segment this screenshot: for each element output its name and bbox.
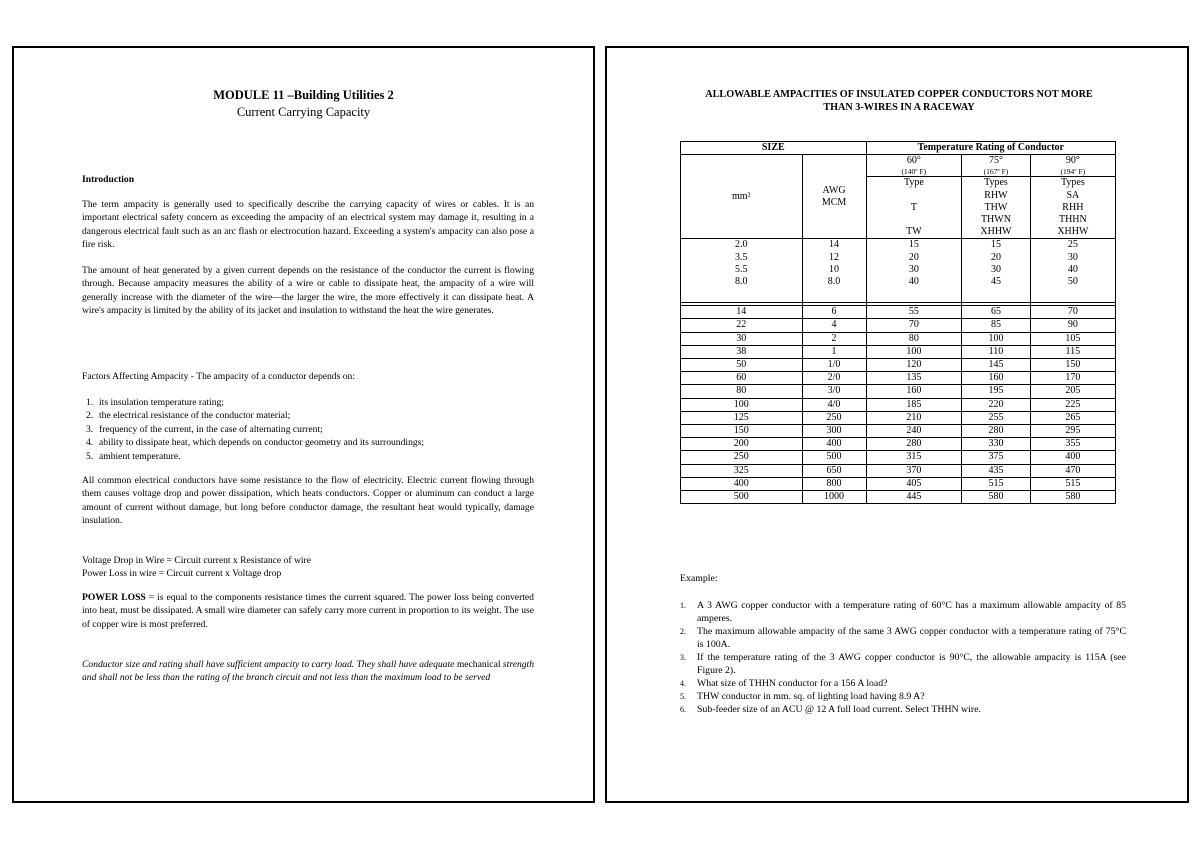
type-90-sa: SA (1066, 189, 1080, 201)
power-loss-term: POWER LOSS (82, 592, 146, 603)
temp-60-c: 60° (906, 155, 921, 167)
type-90-label: Types (1060, 177, 1085, 189)
table-row (681, 359, 1116, 372)
table-cell-amp-75: 20 (990, 251, 1001, 263)
type-60-t: T (910, 201, 917, 213)
table-cell-amp-90: 150 (1030, 359, 1115, 372)
table-cell-amp-60: 70 (866, 319, 962, 332)
table-row (681, 345, 1116, 358)
table-cell-mm2: 50 (681, 359, 803, 372)
table-cell-amp-90: 355 (1030, 438, 1115, 451)
table-cell-awg: 12 (829, 251, 840, 263)
table-cell-amp-75: 110 (962, 345, 1031, 358)
table-cell-awg: 3/0 (802, 385, 866, 398)
module-title: MODULE 11 –Building Utilities 2 (213, 88, 394, 102)
table-cell-awg: 4 (802, 319, 866, 332)
factor-text: its insulation temperature rating; (99, 397, 224, 408)
type-75-thw: THW (984, 201, 1008, 213)
factor-number: 5. (86, 450, 94, 462)
factor-item (82, 409, 534, 422)
table-cell-amp-60: 80 (866, 332, 962, 345)
table-row (681, 306, 1116, 319)
table-cell-amp-75: 330 (962, 438, 1031, 451)
table-cell-mm2: 400 (681, 477, 803, 490)
note-italic-1: Conductor size and rating shall have sufficient ampacity to carry load. They shall have adequate (82, 659, 455, 670)
table-cell-amp-90: 25 (1067, 239, 1078, 251)
table-row (681, 385, 1116, 398)
table-cell-amp-75: 280 (962, 425, 1031, 438)
table-cell-awg: 6 (802, 306, 866, 319)
example-text: Sub-feeder size of an ACU @ 12 A full load current. Select THHN wire. (697, 704, 981, 715)
type-75-xhhw: XHHW (980, 226, 1012, 238)
introduction-heading: Introduction (82, 174, 135, 185)
table-cell-amp-90: 470 (1030, 464, 1115, 477)
example-item (680, 703, 1126, 716)
awg-mcm-label-cell (802, 155, 866, 239)
power-loss-formula: Power Loss in wire = Circuit current x Voltage drop (82, 568, 282, 579)
table-title-line-1: ALLOWABLE AMPACITIES OF INSULATED COPPER CONDUCTORS NOT MORE (705, 89, 1093, 100)
conductors-paragraph: All common electrical conductors have some resistance to the flow of electricity. Electric current flowing through them causes voltage drop and power dissipation, which heats conductors. Copper or aluminum can conduct a large amount of current without damage, but long before conductor damage, the resultant heat would typically, damage insulation. (82, 475, 534, 527)
example-item (680, 625, 1126, 651)
type-75-rhw: RHW (984, 189, 1008, 201)
example-number: 1. (680, 601, 686, 610)
intro-paragraph-2: The amount of heat generated by a given current depends on the resistance of the conductor the current is flowing through. Because ampacity measures the ability of a wire or cable to dissipate heat, the ampacity of a wire will generally increase with the diameter of the wire—the larger the wire, the more effectively it can dissipate heat. A wire's ampacity is limited by the ability of its jacket and insulation to withstand the heat the wire generates. (82, 265, 534, 317)
table-cell-amp-75: 15 (990, 239, 1001, 251)
table-cell-mm2: 5.5 (735, 263, 748, 275)
factor-text: frequency of the current, in the case of alternating current; (99, 423, 323, 435)
table-cell-amp-60: 370 (866, 464, 962, 477)
factor-text: the electrical resistance of the conductor material; (99, 410, 291, 422)
right-page (605, 46, 1189, 803)
table-cell-mm2: 100 (681, 398, 803, 411)
table-cell-awg: 400 (802, 438, 866, 451)
small-sizes-row (681, 239, 1116, 303)
table-cell-awg: 1 (802, 345, 866, 358)
table-cell-mm2: 3.5 (735, 251, 748, 263)
awg-label: AWG (822, 184, 846, 196)
table-cell-mm2: 125 (681, 411, 803, 424)
table-cell-amp-60: 30 (908, 263, 919, 275)
table-cell-amp-90: 50 (1067, 276, 1078, 288)
table-cell-awg: 10 (829, 263, 840, 275)
size-header: SIZE (681, 142, 867, 155)
table-cell-amp-60: 280 (866, 438, 962, 451)
factors-intro: Factors Affecting Ampacity - The ampacity of a conductor depends on: (82, 371, 355, 382)
table-cell-amp-90: 40 (1067, 263, 1078, 275)
power-loss-text: = is equal to the components resistance times the current squared. The power loss being converted into heat, must be dissipated. A small wire diameter can safely carry more current in proportion to its weight. The use of copper wire is most preferred. (82, 592, 534, 630)
voltage-drop-formula: Voltage Drop in Wire = Circuit current x Resistance of wire (82, 555, 311, 566)
temp-75-cell (962, 155, 1031, 177)
temp-60-f: (140º F) (901, 167, 927, 177)
note-plain-2: mechanical (456, 659, 501, 670)
table-cell-awg: 250 (802, 411, 866, 424)
table-cell-amp-75: 515 (962, 477, 1031, 490)
temp-90-c: 90° (1065, 155, 1080, 167)
table-cell-amp-75: 45 (990, 276, 1001, 288)
table-row (681, 332, 1116, 345)
factor-number: 2. (86, 410, 94, 422)
table-cell-amp-60: 445 (866, 491, 962, 504)
small-sizes-col-amp-75 (962, 239, 1031, 303)
example-item (680, 651, 1126, 677)
example-number: 5. (680, 692, 686, 701)
table-cell-amp-60: 15 (908, 239, 919, 251)
module-subtitle: Current Carrying Capacity (236, 105, 371, 119)
table-cell-awg: 4/0 (802, 398, 866, 411)
table-cell-mm2: 22 (681, 319, 803, 332)
ampacity-table (680, 141, 1116, 504)
factor-item (82, 396, 534, 409)
table-cell-amp-60: 210 (866, 411, 962, 424)
table-cell-amp-75: 580 (962, 491, 1031, 504)
conductor-note (82, 658, 534, 685)
table-title-line-2: THAN 3-WIRES IN A RACEWAY (823, 102, 975, 113)
example-label: Example: (680, 573, 718, 584)
table-cell-amp-90: 90 (1030, 319, 1115, 332)
table-cell-amp-90: 30 (1067, 251, 1078, 263)
table-row (681, 477, 1116, 490)
table-cell-amp-60: 40 (908, 276, 919, 288)
table-cell-mm2: 14 (681, 306, 803, 319)
table-row (681, 425, 1116, 438)
type-60-tw: TW (906, 225, 922, 237)
table-cell-amp-60: 160 (866, 385, 962, 398)
example-number: 6. (680, 705, 686, 714)
table-cell-awg: 2/0 (802, 372, 866, 385)
table-cell-mm2: 200 (681, 438, 803, 451)
table-cell-amp-75: 85 (962, 319, 1031, 332)
table-cell-awg: 500 (802, 451, 866, 464)
type-60-label: Type (903, 177, 924, 189)
example-number: 4. (680, 679, 686, 688)
table-row (681, 372, 1116, 385)
temp-60-cell (866, 155, 962, 177)
table-cell-awg: 1000 (802, 491, 866, 504)
table-cell-amp-90: 105 (1030, 332, 1115, 345)
table-cell-amp-75: 100 (962, 332, 1031, 345)
type-75-cell (962, 177, 1031, 239)
table-cell-mm2: 60 (681, 372, 803, 385)
table-cell-awg: 1/0 (802, 359, 866, 372)
table-cell-amp-90: 205 (1030, 385, 1115, 398)
intro-paragraph-1: The term ampacity is generally used to specifically describe the carrying capacity of wires or cables. It is an important electrical safety concern as exceeding the ampacity of an electrical system may damage it, resulting in a dangerous electrical fault such as an arc flash or electrocution hazard. Exceeding a system's ampacity can also pose a fire risk. (82, 199, 534, 251)
mm2-label-cell (681, 155, 803, 239)
example-text: A 3 AWG copper conductor with a temperature rating of 60°C has a maximum allowable ampacity of 85 amperes. (697, 600, 1126, 624)
table-row (681, 438, 1116, 451)
table-row (681, 464, 1116, 477)
type-60-cell (866, 177, 962, 239)
factors-list (82, 396, 534, 463)
example-text: The maximum allowable ampacity of the same 3 AWG copper conductor with a temperature rating of 75°C is 100A. (697, 626, 1126, 650)
small-sizes-col-mm2 (681, 239, 803, 303)
table-cell-amp-75: 255 (962, 411, 1031, 424)
table-cell-mm2: 325 (681, 464, 803, 477)
table-cell-amp-90: 225 (1030, 398, 1115, 411)
table-cell-amp-90: 515 (1030, 477, 1115, 490)
type-75-thwn: THWN (980, 214, 1011, 226)
small-sizes-col-awg (802, 239, 866, 303)
table-cell-amp-90: 115 (1030, 345, 1115, 358)
table-row (681, 411, 1116, 424)
table-cell-amp-90: 580 (1030, 491, 1115, 504)
table-cell-mm2: 80 (681, 385, 803, 398)
left-page (12, 46, 595, 803)
factor-item (82, 436, 534, 449)
note-italic-2: strength and shall not be less than the rating of the branch circuit and not less than the maximum load to be served (82, 659, 535, 684)
type-90-rhh: RHH (1062, 201, 1084, 213)
example-item (680, 599, 1126, 625)
table-cell-mm2: 38 (681, 345, 803, 358)
table-cell-amp-60: 120 (866, 359, 962, 372)
table-cell-amp-60: 315 (866, 451, 962, 464)
temp-75-f: (167º F) (983, 167, 1009, 177)
example-text: THW conductor in mm. sq. of lighting load having 8.9 A? (697, 691, 925, 702)
table-cell-awg: 8.0 (827, 276, 841, 288)
table-cell-amp-75: 220 (962, 398, 1031, 411)
example-item (680, 677, 1126, 690)
table-cell-amp-60: 100 (866, 345, 962, 358)
small-sizes-col-amp-90 (1030, 239, 1115, 303)
factor-text: ambient temperature. (99, 450, 181, 462)
table-cell-amp-75: 160 (962, 372, 1031, 385)
table-cell-awg: 300 (802, 425, 866, 438)
factor-text: ability to dissipate heat, which depends on conductor geometry and its surroundings; (99, 437, 425, 449)
table-cell-mm2: 2.0 (735, 239, 748, 251)
table-cell-awg: 2 (802, 332, 866, 345)
mm2-label: mm² (731, 190, 751, 202)
table-cell-amp-75: 30 (990, 263, 1001, 275)
mcm-label: MCM (821, 196, 847, 208)
table-cell-amp-90: 400 (1030, 451, 1115, 464)
table-row (681, 398, 1116, 411)
example-number: 3. (680, 653, 686, 662)
table-cell-amp-75: 375 (962, 451, 1031, 464)
table-cell-mm2: 30 (681, 332, 803, 345)
examples-list (680, 599, 1126, 716)
table-cell-amp-60: 240 (866, 425, 962, 438)
table-cell-amp-90: 170 (1030, 372, 1115, 385)
temp-90-f: (194º F) (1060, 167, 1086, 177)
example-text: What size of THHN conductor for a 156 A load? (697, 678, 888, 689)
table-cell-mm2: 500 (681, 491, 803, 504)
factor-item (82, 423, 534, 436)
type-75-label: Types (984, 177, 1008, 189)
table-cell-awg: 14 (829, 239, 840, 251)
small-sizes-col-amp-60 (866, 239, 962, 303)
table-cell-awg: 800 (802, 477, 866, 490)
factor-number: 4. (86, 437, 94, 449)
table-cell-awg: 650 (802, 464, 866, 477)
table-cell-amp-60: 405 (866, 477, 962, 490)
table-cell-amp-60: 55 (866, 306, 962, 319)
type-90-thhn: THHN (1058, 214, 1087, 226)
table-cell-mm2: 250 (681, 451, 803, 464)
example-number: 2. (680, 627, 686, 636)
table-cell-amp-60: 185 (866, 398, 962, 411)
table-cell-amp-90: 70 (1030, 306, 1115, 319)
example-text: If the temperature rating of the 3 AWG copper conductor is 90°C, the allowable ampacity is 115A (see Figure 2). (697, 652, 1126, 676)
table-cell-mm2: 8.0 (735, 276, 748, 288)
example-item (680, 690, 1126, 703)
table-cell-mm2: 150 (681, 425, 803, 438)
table-cell-amp-60: 20 (908, 251, 919, 263)
table-row (681, 451, 1116, 464)
type-90-xhhw: XHHW (1057, 226, 1089, 238)
temperature-rating-header: Temperature Rating of Conductor (866, 142, 1115, 155)
factor-item (82, 450, 534, 463)
type-90-cell (1030, 177, 1115, 239)
table-title (647, 88, 1151, 114)
temp-75-c: 75° (988, 155, 1003, 167)
power-loss-paragraph (82, 591, 534, 631)
table-cell-amp-75: 145 (962, 359, 1031, 372)
table-cell-amp-90: 295 (1030, 425, 1115, 438)
table-row (681, 319, 1116, 332)
table-cell-amp-60: 135 (866, 372, 962, 385)
table-cell-amp-75: 195 (962, 385, 1031, 398)
table-cell-amp-75: 435 (962, 464, 1031, 477)
factor-number: 1. (86, 397, 94, 408)
table-cell-amp-90: 265 (1030, 411, 1115, 424)
factor-number: 3. (86, 423, 94, 435)
table-cell-amp-75: 65 (962, 306, 1031, 319)
temp-90-cell (1030, 155, 1115, 177)
table-row (681, 491, 1116, 504)
